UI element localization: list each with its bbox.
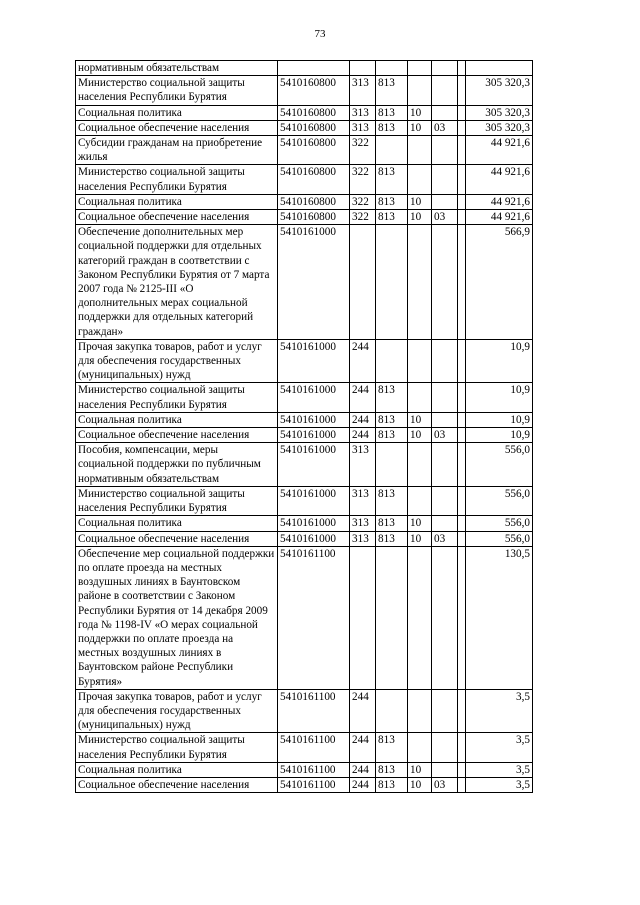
- row-sum-cell: 10,9: [466, 412, 533, 427]
- row-empty-cell: [458, 225, 466, 340]
- row-csr-cell: 5410161100: [278, 546, 350, 689]
- row-sum-cell: 556,0: [466, 516, 533, 531]
- row-vr-cell: 313: [350, 120, 376, 135]
- row-csr-cell: 5410161000: [278, 412, 350, 427]
- table-row: [76, 194, 533, 209]
- row-rz-cell: 10: [408, 120, 432, 135]
- row-sum-cell: 566,9: [466, 225, 533, 340]
- row-grbs-cell: 813: [376, 733, 408, 762]
- row-csr-cell: 5410160800: [278, 105, 350, 120]
- row-sum-cell: 305 320,3: [466, 120, 533, 135]
- row-empty-cell: [458, 762, 466, 777]
- row-name-cell: Обеспечение мер социальной поддержки по оплате проезда на местных воздушных линиях в Баунтовском районе в соответствии с Законом Республики Бурятия от 14 декабря 2009 года № 1198-IV «О мерах социальной поддержки по оплате проезда на местных воздушных линиях в Баунтовском районе Республики Бурятия»: [76, 546, 278, 689]
- row-csr-cell: 5410160800: [278, 210, 350, 225]
- row-grbs-cell: [376, 136, 408, 165]
- row-name-cell: Социальное обеспечение населения: [76, 210, 278, 225]
- budget-table: [75, 60, 533, 793]
- row-rz-cell: [408, 383, 432, 412]
- row-vr-cell: 322: [350, 165, 376, 194]
- table-row: [76, 531, 533, 546]
- row-vr-cell: 313: [350, 76, 376, 105]
- page-number: 73: [314, 28, 326, 40]
- row-pr-cell: 03: [432, 428, 458, 443]
- row-pr-cell: [432, 76, 458, 105]
- row-grbs-cell: 813: [376, 777, 408, 792]
- row-csr-cell: 5410161000: [278, 383, 350, 412]
- row-grbs-cell: 813: [376, 412, 408, 427]
- row-name-cell: Обеспечение дополнительных мер социальной поддержки для отдельных категорий граждан в соответствии с Законом Республики Бурятия от 7 марта 2007 года № 2125-III «О дополнительных мерах социальной поддержки для отдельных категорий граждан»: [76, 225, 278, 340]
- row-vr-cell: 313: [350, 486, 376, 515]
- row-rz-cell: 10: [408, 777, 432, 792]
- row-name-cell: Прочая закупка товаров, работ и услуг для обеспечения государственных (муниципальных) нужд: [76, 339, 278, 383]
- row-name-cell: нормативным обязательствам: [76, 61, 278, 76]
- row-empty-cell: [458, 194, 466, 209]
- row-rz-cell: [408, 546, 432, 689]
- row-grbs-cell: [376, 689, 408, 733]
- row-name-cell: Социальное обеспечение населения: [76, 531, 278, 546]
- table-row: [76, 225, 533, 340]
- row-csr-cell: 5410161000: [278, 339, 350, 383]
- row-sum-cell: 305 320,3: [466, 76, 533, 105]
- row-vr-cell: 244: [350, 762, 376, 777]
- row-sum-cell: 556,0: [466, 531, 533, 546]
- row-name-cell: Прочая закупка товаров, работ и услуг для обеспечения государственных (муниципальных) нужд: [76, 689, 278, 733]
- row-pr-cell: [432, 339, 458, 383]
- table-row: [76, 443, 533, 487]
- row-empty-cell: [458, 105, 466, 120]
- row-grbs-cell: 813: [376, 762, 408, 777]
- row-sum-cell: 3,5: [466, 777, 533, 792]
- row-vr-cell: 244: [350, 383, 376, 412]
- row-grbs-cell: 813: [376, 105, 408, 120]
- table-row: [76, 136, 533, 165]
- row-empty-cell: [458, 210, 466, 225]
- row-pr-cell: [432, 136, 458, 165]
- row-grbs-cell: 813: [376, 120, 408, 135]
- row-grbs-cell: 813: [376, 531, 408, 546]
- row-csr-cell: 5410161000: [278, 531, 350, 546]
- row-grbs-cell: [376, 546, 408, 689]
- row-vr-cell: 244: [350, 339, 376, 383]
- row-rz-cell: 10: [408, 412, 432, 427]
- row-pr-cell: [432, 546, 458, 689]
- row-name-cell: Социальное обеспечение населения: [76, 428, 278, 443]
- row-name-cell: Министерство социальной защиты населения Республики Бурятия: [76, 383, 278, 412]
- row-csr-cell: 5410160800: [278, 76, 350, 105]
- row-csr-cell: 5410160800: [278, 120, 350, 135]
- row-rz-cell: 10: [408, 516, 432, 531]
- row-rz-cell: [408, 61, 432, 76]
- row-empty-cell: [458, 383, 466, 412]
- row-name-cell: Социальная политика: [76, 412, 278, 427]
- row-pr-cell: [432, 762, 458, 777]
- row-csr-cell: 5410161000: [278, 225, 350, 340]
- row-empty-cell: [458, 428, 466, 443]
- row-vr-cell: 322: [350, 194, 376, 209]
- table-row: [76, 516, 533, 531]
- row-csr-cell: 5410161100: [278, 689, 350, 733]
- row-pr-cell: [432, 733, 458, 762]
- row-grbs-cell: 813: [376, 210, 408, 225]
- row-pr-cell: 03: [432, 777, 458, 792]
- row-empty-cell: [458, 339, 466, 383]
- table-row: [76, 546, 533, 689]
- row-pr-cell: 03: [432, 210, 458, 225]
- row-rz-cell: 10: [408, 194, 432, 209]
- row-sum-cell: 556,0: [466, 443, 533, 487]
- row-sum-cell: 3,5: [466, 762, 533, 777]
- row-name-cell: Социальное обеспечение населения: [76, 777, 278, 792]
- row-empty-cell: [458, 120, 466, 135]
- row-csr-cell: 5410161100: [278, 733, 350, 762]
- row-grbs-cell: [376, 61, 408, 76]
- row-pr-cell: [432, 61, 458, 76]
- row-empty-cell: [458, 443, 466, 487]
- row-sum-cell: 3,5: [466, 689, 533, 733]
- row-csr-cell: 5410161100: [278, 762, 350, 777]
- row-sum-cell: 305 320,3: [466, 105, 533, 120]
- row-sum-cell: 44 921,6: [466, 194, 533, 209]
- row-vr-cell: 313: [350, 516, 376, 531]
- row-empty-cell: [458, 516, 466, 531]
- table-row: [76, 486, 533, 515]
- row-grbs-cell: 813: [376, 428, 408, 443]
- table-row: [76, 383, 533, 412]
- row-rz-cell: 10: [408, 762, 432, 777]
- row-rz-cell: [408, 76, 432, 105]
- row-pr-cell: [432, 412, 458, 427]
- table-row: [76, 120, 533, 135]
- row-empty-cell: [458, 76, 466, 105]
- row-sum-cell: 10,9: [466, 339, 533, 383]
- table-row: [76, 689, 533, 733]
- row-empty-cell: [458, 733, 466, 762]
- row-sum-cell: 10,9: [466, 383, 533, 412]
- row-empty-cell: [458, 486, 466, 515]
- table-row: [76, 762, 533, 777]
- row-csr-cell: 5410160800: [278, 194, 350, 209]
- table-body: [76, 61, 533, 793]
- row-vr-cell: 244: [350, 777, 376, 792]
- row-empty-cell: [458, 777, 466, 792]
- row-pr-cell: [432, 443, 458, 487]
- row-pr-cell: [432, 486, 458, 515]
- row-sum-cell: 3,5: [466, 733, 533, 762]
- row-rz-cell: [408, 225, 432, 340]
- row-rz-cell: [408, 165, 432, 194]
- row-name-cell: Социальная политика: [76, 762, 278, 777]
- row-grbs-cell: 813: [376, 486, 408, 515]
- row-name-cell: Пособия, компенсации, меры социальной поддержки по публичным нормативным обязательствам: [76, 443, 278, 487]
- row-pr-cell: [432, 225, 458, 340]
- row-pr-cell: [432, 165, 458, 194]
- row-csr-cell: [278, 61, 350, 76]
- table-row: [76, 428, 533, 443]
- row-rz-cell: 10: [408, 105, 432, 120]
- row-sum-cell: 44 921,6: [466, 165, 533, 194]
- row-grbs-cell: 813: [376, 76, 408, 105]
- row-name-cell: Министерство социальной защиты населения Республики Бурятия: [76, 733, 278, 762]
- row-rz-cell: [408, 689, 432, 733]
- row-vr-cell: 322: [350, 136, 376, 165]
- row-vr-cell: [350, 61, 376, 76]
- row-sum-cell: 130,5: [466, 546, 533, 689]
- row-sum-cell: 44 921,6: [466, 136, 533, 165]
- row-vr-cell: 322: [350, 210, 376, 225]
- row-empty-cell: [458, 136, 466, 165]
- row-pr-cell: [432, 689, 458, 733]
- row-csr-cell: 5410160800: [278, 136, 350, 165]
- row-grbs-cell: 813: [376, 165, 408, 194]
- row-sum-cell: 556,0: [466, 486, 533, 515]
- table-row: [76, 76, 533, 105]
- row-pr-cell: 03: [432, 120, 458, 135]
- row-csr-cell: 5410161000: [278, 486, 350, 515]
- row-sum-cell: 10,9: [466, 428, 533, 443]
- row-csr-cell: 5410161000: [278, 443, 350, 487]
- row-rz-cell: [408, 733, 432, 762]
- row-csr-cell: 5410161000: [278, 428, 350, 443]
- row-csr-cell: 5410161100: [278, 777, 350, 792]
- row-grbs-cell: [376, 443, 408, 487]
- row-pr-cell: [432, 105, 458, 120]
- row-name-cell: Социальная политика: [76, 105, 278, 120]
- row-empty-cell: [458, 689, 466, 733]
- row-csr-cell: 5410160800: [278, 165, 350, 194]
- row-name-cell: Министерство социальной защиты населения Республики Бурятия: [76, 165, 278, 194]
- row-grbs-cell: 813: [376, 383, 408, 412]
- table-row: [76, 210, 533, 225]
- row-empty-cell: [458, 165, 466, 194]
- row-vr-cell: 313: [350, 531, 376, 546]
- row-csr-cell: 5410161000: [278, 516, 350, 531]
- row-rz-cell: [408, 486, 432, 515]
- row-pr-cell: 03: [432, 531, 458, 546]
- row-vr-cell: 244: [350, 412, 376, 427]
- table-row: [76, 733, 533, 762]
- row-name-cell: Субсидии гражданам на приобретение жилья: [76, 136, 278, 165]
- row-rz-cell: [408, 443, 432, 487]
- row-rz-cell: [408, 339, 432, 383]
- row-vr-cell: 244: [350, 428, 376, 443]
- row-vr-cell: 244: [350, 689, 376, 733]
- row-grbs-cell: [376, 339, 408, 383]
- table-row: [76, 105, 533, 120]
- row-pr-cell: [432, 194, 458, 209]
- row-vr-cell: 313: [350, 443, 376, 487]
- row-rz-cell: [408, 136, 432, 165]
- row-grbs-cell: 813: [376, 194, 408, 209]
- row-grbs-cell: 813: [376, 516, 408, 531]
- row-sum-cell: 44 921,6: [466, 210, 533, 225]
- row-sum-cell: [466, 61, 533, 76]
- row-rz-cell: 10: [408, 428, 432, 443]
- row-vr-cell: 244: [350, 733, 376, 762]
- table-row: [76, 339, 533, 383]
- row-name-cell: Министерство социальной защиты населения Республики Бурятия: [76, 486, 278, 515]
- row-empty-cell: [458, 61, 466, 76]
- row-empty-cell: [458, 531, 466, 546]
- row-name-cell: Социальное обеспечение населения: [76, 120, 278, 135]
- table-row: [76, 412, 533, 427]
- row-name-cell: Социальная политика: [76, 516, 278, 531]
- table-row: [76, 777, 533, 792]
- row-rz-cell: 10: [408, 210, 432, 225]
- row-vr-cell: 313: [350, 105, 376, 120]
- row-vr-cell: [350, 225, 376, 340]
- row-name-cell: Социальная политика: [76, 194, 278, 209]
- row-pr-cell: [432, 383, 458, 412]
- row-vr-cell: [350, 546, 376, 689]
- row-empty-cell: [458, 412, 466, 427]
- row-empty-cell: [458, 546, 466, 689]
- row-grbs-cell: [376, 225, 408, 340]
- table-row: [76, 61, 533, 76]
- row-rz-cell: 10: [408, 531, 432, 546]
- table-row: [76, 165, 533, 194]
- row-pr-cell: [432, 516, 458, 531]
- row-name-cell: Министерство социальной защиты населения Республики Бурятия: [76, 76, 278, 105]
